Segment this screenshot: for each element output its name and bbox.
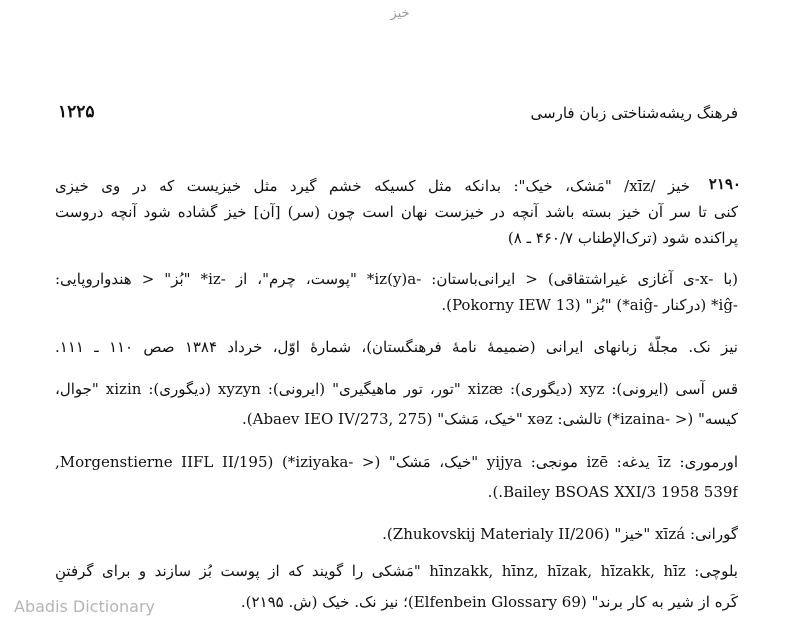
entry-line: پراکنده شود (ترک‌الإطناب ۴۶۰/۷ ـ ۸) (507, 229, 738, 247)
watermark: Abadis Dictionary (14, 597, 155, 616)
entry-line: اورموری: īz یدغه: izē مونجی: yijya "خیک، مَشک" (< -iziyaka*) (Morgenstierne IIFL II/195, (55, 453, 738, 471)
entry-line: (با -x-ی آغازی غیراشتقاقی) < ایرانی‌باستان: -iz(y)a* "پوست، چرم"، از -iz* "بُز" < هندواروپایی: (55, 270, 738, 288)
page-number: ۱۲۲۵ (58, 102, 95, 122)
entry-line: قس آسی (ایرونی): xyz (دیگوری): xizæ "تور، تور ماهیگیری" (ایرونی): xyzyn (دیگوری): xizin "جوال، (55, 380, 738, 398)
entry-line: کنی تا سر آن خیز بسته باشد آنچه در خیزست نهان است چون (سر) [آن] خیز گشاده شود آنچه دروست (55, 203, 738, 221)
entry-line: نیز نک. مجلّهٔ زبانهای ایرانی (ضمیمهٔ نامهٔ فرهنگستان)، شمارهٔ اوّل، خرداد ۱۳۸۴ صص ۱۱۰ ـ ۱۱۱. (55, 338, 738, 356)
entry-line: خیز /xīz/ "مَشک، خیک": بدانکه مثل کسیکه خشم گیرد مثل خیزیست که در وی خیزی (55, 177, 690, 195)
entry-line: کیسه" (< -izaina*) تالشی: xəz "خیک، مَشک" (Abaev IEO IV/273, 275). (241, 410, 738, 428)
entry-line: بلوچی: hīnzakk, hīnz, hīzak, hīzakk, hīz "مَشکی را گویند که از پوست بُز سازند و برای گرفتنِ (55, 562, 738, 580)
entry-number: ۲۱۹۰ (708, 175, 741, 193)
page-heading-word: خیز (390, 6, 410, 21)
entry-line: کَره از شیر به کار برند" (Elfenbein Glossary 69)؛ نیز نک. خیک (ش. ۲۱۹۵). (240, 593, 738, 611)
book-title: فرهنگ ریشه‌شناختی زبان فارسی (530, 104, 738, 122)
entry-line: Bailey BSOAS XXI/3 1958 539f.). (487, 483, 738, 501)
entry-line: گورانی: xīzá "خیز" (Zhukovskij Materialy II/206). (382, 525, 738, 543)
entry-line: -iĝ* (درکنار -aiĝ*) "بُز" (Pokorny IEW 13). (441, 296, 738, 314)
